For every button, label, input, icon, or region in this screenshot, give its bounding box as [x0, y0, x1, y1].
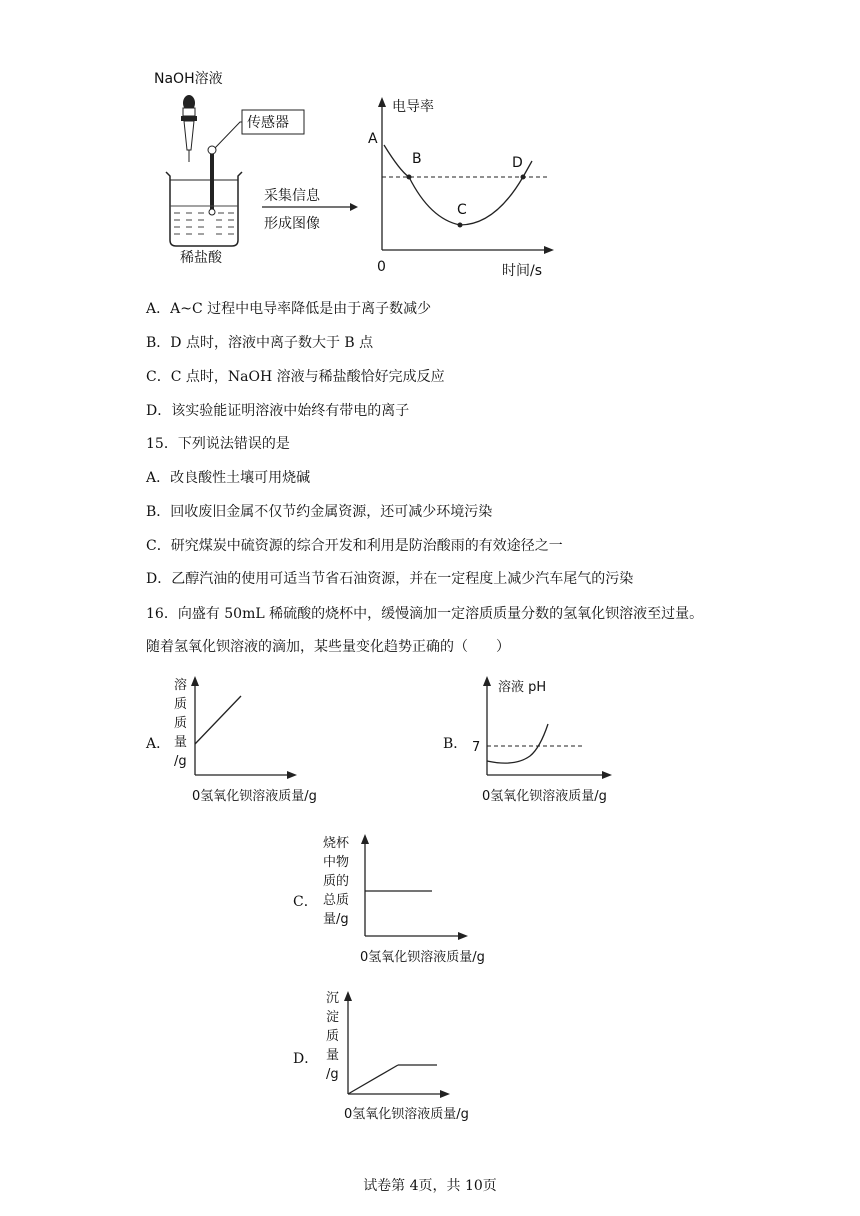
- q16-option-c-label: C．: [293, 894, 318, 910]
- graph-origin: 0: [377, 259, 386, 275]
- graph-d-y-label-2: 淀: [326, 1010, 340, 1025]
- graph-d-y-label-4: 量: [326, 1048, 340, 1063]
- point-c-label: C: [457, 202, 467, 218]
- q15-option-a: A．改良酸性土壤可用烧碱: [146, 470, 311, 486]
- q14-option-a: A．A~C 过程中电导率降低是由于离子数减少: [146, 301, 432, 317]
- graph-x-label: 时间/s: [502, 263, 543, 279]
- graph-c-y-label-5: 量/g: [323, 912, 349, 927]
- graph-y-label: 电导率: [392, 99, 434, 115]
- beaker-label: 稀盐酸: [180, 250, 222, 266]
- graph-c-x-label: 0氢氧化钡溶液质量/g: [360, 950, 485, 965]
- q14-option-b: B．D 点时，溶液中离子数大于 B 点: [146, 335, 374, 351]
- point-b-label: B: [412, 151, 422, 167]
- graph-d-y-label-3: 质: [326, 1029, 340, 1044]
- q15-option-c: C．研究煤炭中硫资源的综合开发和利用是防治酸雨的有效途径之一: [146, 538, 563, 554]
- arrow-label-2: 形成图像: [264, 216, 320, 232]
- q16-option-d-label: D．: [293, 1051, 319, 1067]
- sensor-label: 传感器: [247, 115, 289, 131]
- q16-graph-c: [320, 830, 510, 970]
- q14-option-c: C．C 点时，NaOH 溶液与稀盐酸恰好完成反应: [146, 369, 445, 385]
- q16-option-a-label: A．: [146, 736, 171, 752]
- graph-a-y-label-4: 量: [174, 735, 188, 750]
- q16-graph-b: [460, 672, 640, 812]
- q15-option-b: B．回收废旧金属不仅节约金属资源，还可减少环境污染: [146, 504, 493, 520]
- graph-b-ref-value: 7: [472, 740, 481, 755]
- reagent-label: NaOH溶液: [154, 71, 223, 87]
- q16-stem-line-1: 16．向盛有 50mL 稀硫酸的烧杯中，缓慢滴加一定溶质质量分数的氢氧化钡溶液至过量。: [146, 606, 704, 622]
- graph-d-y-label-1: 沉: [326, 991, 340, 1006]
- q16-graph-a: [165, 672, 345, 812]
- graph-a-y-label-5: /g: [174, 754, 187, 769]
- q15-option-d: D．乙醇汽油的使用可适当节省石油资源，并在一定程度上减少汽车尾气的污染: [146, 571, 634, 587]
- arrow-label-1: 采集信息: [264, 188, 320, 204]
- q16-option-b-label: B．: [443, 736, 468, 752]
- graph-a-y-label-3: 质: [174, 716, 188, 731]
- graph-a-x-label: 0氢氧化钡溶液质量/g: [192, 789, 317, 804]
- graph-a-y-label-1: 溶: [174, 678, 188, 693]
- graph-a-y-label-2: 质: [174, 697, 188, 712]
- apparatus-diagram: [140, 70, 370, 270]
- point-a-label: A: [368, 131, 378, 147]
- graph-b-y-label: 溶液 pH: [498, 680, 547, 695]
- graph-c-y-label-1: 烧杯: [323, 836, 350, 851]
- graph-c-y-label-3: 质的: [323, 874, 350, 889]
- q16-stem-line-2: 随着氢氧化钡溶液的滴加，某些量变化趋势正确的（ ）: [146, 639, 510, 655]
- q15-stem: 15．下列说法错误的是: [146, 436, 290, 452]
- point-d-label: D: [512, 155, 523, 171]
- graph-d-y-label-5: /g: [326, 1067, 339, 1082]
- graph-d-x-label: 0氢氧化钡溶液质量/g: [344, 1107, 469, 1122]
- q16-graph-d: [320, 985, 510, 1125]
- graph-c-y-label-4: 总质: [323, 893, 350, 908]
- conductivity-graph: [360, 95, 560, 285]
- graph-c-y-label-2: 中物: [323, 855, 350, 870]
- graph-b-x-label: 0氢氧化钡溶液质量/g: [482, 789, 607, 804]
- q14-option-d: D．该实验能证明溶液中始终有带电的离子: [146, 403, 410, 419]
- page-footer: 试卷第 4页，共 10页: [363, 1178, 497, 1194]
